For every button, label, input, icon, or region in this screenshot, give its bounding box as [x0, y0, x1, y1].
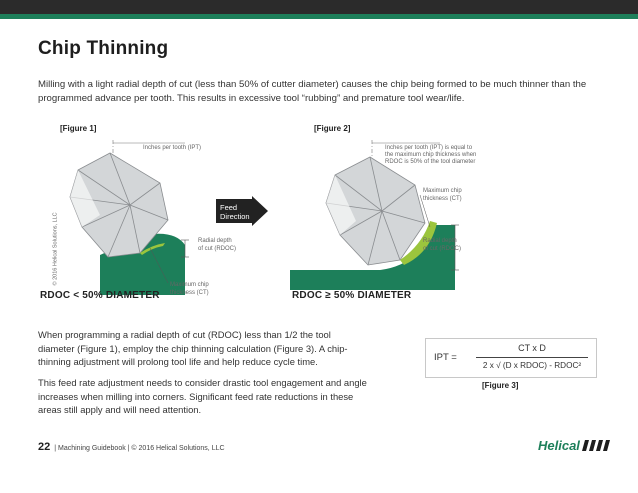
figure1-illustration — [40, 135, 240, 300]
fig1-chip-label-1: Maximum chip — [170, 282, 209, 288]
fig2-end-mill — [326, 157, 425, 265]
fig1-vertical-copyright: © 2016 Helical Solutions, LLC — [52, 212, 59, 286]
fig1-rdoc-label-2: of cut (RDOC) — [198, 246, 237, 252]
page-number: 22 — [38, 441, 51, 453]
fig2-rdoc-label-2: of cut (RDOC) — [423, 246, 462, 252]
fig1-chip-label-2: thickness (CT) — [170, 290, 209, 296]
feed-label: Feed — [220, 203, 238, 212]
logo-stripes-icon — [582, 440, 612, 451]
fig1-rdoc-label-1: Radial depth — [198, 238, 232, 244]
formula-numerator: CT x D — [518, 343, 546, 353]
direction-label: Direction — [220, 212, 250, 221]
fig2-caption: RDOC ≥ 50% DIAMETER — [292, 290, 412, 301]
body-paragraph-1: When programming a radial depth of cut (RDOC) less than 1/2 the tool diameter (Figure 1), employ the chip thinning calculation (Figure 3). A chip-thinning adjustment will prolong tool life and help reduce cycle time. — [38, 329, 348, 367]
figure1-label: [Figure 1] — [60, 124, 97, 133]
figure3-label: [Figure 3] — [482, 381, 519, 390]
figure2-label: [Figure 2] — [314, 124, 351, 133]
fig2-ipt-label-1: Inches per tooth (IPT) is equal to — [385, 145, 473, 151]
footer-text: | Machining Guidebook | © 2016 Helical Solutions, LLC — [54, 445, 225, 452]
page-title: Chip Thinning — [38, 38, 169, 59]
fig2-ipt-label-3: RDOC is 50% of the tool diameter — [385, 159, 476, 165]
chip-thinning-formula — [425, 338, 597, 378]
helical-logo — [538, 438, 612, 453]
formula-fraction-bar — [476, 357, 588, 358]
fig2-ipt-label-2: the maximum chip thickness when — [385, 152, 477, 158]
top-green-rule — [0, 14, 638, 19]
intro-paragraph: Milling with a light radial depth of cut (less than 50% of cutter diameter) causes the chip being formed to be much thinner than the programmed advance per tooth. This results in excessive tool “rubbing” and premature tool wear/life. — [38, 79, 587, 104]
formula-denominator: 2 x √ (D x RDOC) - RDOC² — [482, 361, 582, 370]
formula-lhs: IPT = — [434, 352, 457, 363]
logo-text: Helical — [538, 438, 580, 453]
fig1-caption: RDOC < 50% DIAMETER — [40, 290, 160, 301]
top-dark-bar — [0, 0, 638, 14]
page-footer — [38, 441, 225, 453]
fig2-rdoc-label-1: Radial depth — [423, 238, 457, 244]
body-paragraph-2: This feed rate adjustment needs to consider drastic tool engagement and angle increases when milling into corners. Significant feed rate reductions in these areas still apply and will need attention. — [38, 377, 367, 415]
fig1-ipt-label: Inches per tooth (IPT) — [143, 145, 202, 151]
fig2-chip-label-2: thickness (CT) — [423, 196, 462, 202]
fig2-chip-label-1: Maximum chip — [423, 188, 462, 194]
